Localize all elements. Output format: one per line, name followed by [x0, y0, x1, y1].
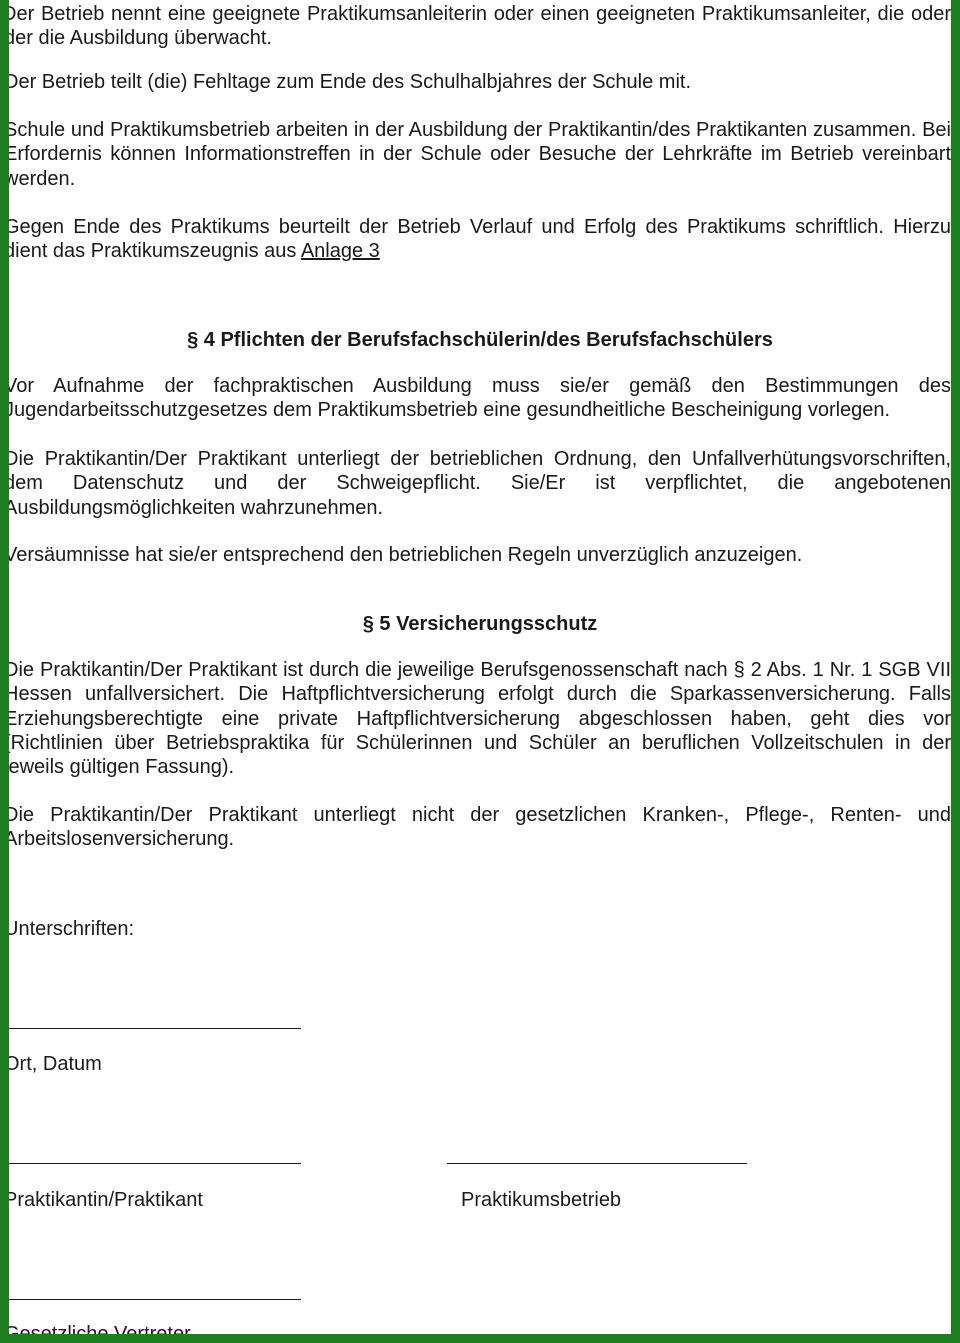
- section-5-heading: § 5 Versicherungsschutz: [362, 613, 598, 635]
- section-5-paragraph-sozialversicherung: Die Praktikantin/Der Praktikant unterliegt nicht der gesetzlichen Kranken-, Pflege-, Renten- und Arbeitslosenversicherung.: [4, 804, 951, 851]
- signature-label-place-date: Ort, Datum: [4, 1053, 102, 1075]
- section-4-paragraph-versaeumnisse: Versäumnisse hat sie/er entsprechend den betrieblichen Regeln unverzüglich anzuzeigen.: [4, 544, 803, 566]
- section-4-heading: § 4 Pflichten der Berufsfachschülerin/des Berufsfachschülers: [187, 329, 773, 351]
- signature-line-intern: [9, 1163, 301, 1164]
- signature-line-place-date: [9, 1028, 301, 1029]
- section-5-paragraph-unfallversicherung: Die Praktikantin/Der Praktikant ist durch die jeweilige Berufsgenossenschaft nach § 2 Abs. 1 Nr. 1 SGB VII Hessen unfallversichert. Die Haftpflichtversicherung erfolgt durch die Sparkassenversicherung. Falls Erziehungsberechtigte eine private Haftpflichtversicherung abgeschlossen haben, geht dies vor (Richtlinien über Betriebspraktika für Schülerinnen und Schüler an beruflichen Vollzeitschulen in der jeweils gültigen Fassung).: [4, 659, 951, 779]
- signature-label-guardian: Gesetzliche Vertreter: [4, 1323, 191, 1343]
- signature-label-company: Praktikumsbetrieb: [461, 1189, 622, 1211]
- signature-label-intern: Praktikantin/Praktikant: [4, 1189, 203, 1211]
- paragraph-praktikumsanleiter: Der Betrieb nennt eine geeignete Praktikumsanleiterin oder einen geeigneten Praktikumsanleiter, die oder der die Ausbildung überwacht.: [2, 3, 951, 50]
- anlage-3-link[interactable]: Anlage 3: [300, 240, 380, 263]
- signature-line-company: [447, 1163, 747, 1164]
- signatures-title: Unterschriften:: [4, 918, 135, 940]
- paragraph-beurteilung-text: Gegen Ende des Praktikums beurteilt der Betrieb Verlauf und Erfolg des Praktikums schriftlich. Hierzu dient das Praktikumszeugnis aus: [4, 216, 951, 263]
- paragraph-beurteilung: [4, 215, 951, 264]
- signature-line-guardian: [9, 1299, 301, 1300]
- section-4-paragraph-ordnung: Die Praktikantin/Der Praktikant unterliegt der betrieblichen Ordnung, den Unfallverhütungsvorschriften, dem Datenschutz und der Schweigepflicht. Sie/Er ist verpflichtet, die angebotenen Ausbildungsmöglichkeiten wahrzunehmen.: [4, 448, 951, 519]
- paragraph-zusammenarbeit: Schule und Praktikumsbetrieb arbeiten in der Ausbildung der Praktikantin/des Praktikanten zusammen. Bei Erfordernis können Informationstreffen in der Schule oder Besuche der Lehrkräfte im Betrieb vereinbart werden.: [4, 119, 951, 190]
- section-4-paragraph-bescheinigung: Vor Aufnahme der fachpraktischen Ausbildung muss sie/er gemäß den Bestimmungen des Jugendarbeitsschutzgesetzes dem Praktikumsbetrieb eine gesundheitliche Bescheinigung vorlegen.: [4, 375, 951, 422]
- paragraph-fehltage: Der Betrieb teilt (die) Fehltage zum Ende des Schulhalbjahres der Schule mit.: [4, 71, 692, 93]
